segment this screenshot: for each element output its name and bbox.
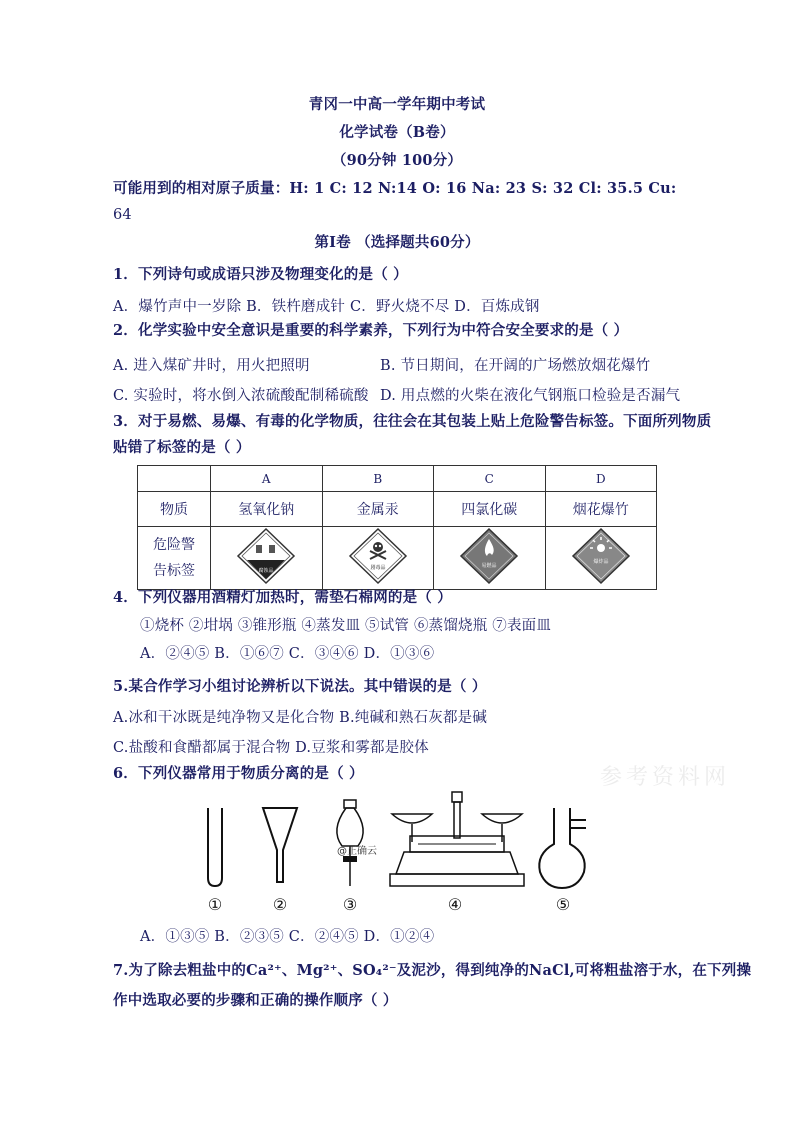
apparatus-number-2: ②: [272, 895, 288, 914]
row-label-substance: 物质: [138, 492, 211, 527]
q4-items: ①烧杯 ②坩埚 ③锥形瓶 ④蒸发皿 ⑤试管 ⑥蒸馏烧瓶 ⑦表面皿: [140, 618, 552, 634]
q2-option-d: D. 用点燃的火柴在液化气钢瓶口检验是否漏气: [380, 388, 681, 404]
exam-title: 青冈一中高一学年期中考试: [308, 96, 486, 113]
q1-options: A．爆竹声中一岁除 B．铁杵磨成针 C．野火烧不尽 D．百炼成钢: [113, 299, 540, 315]
atomic-mass-line-1: 可能用到的相对原子质量：H: 1 C: 12 N:14 O: 16 Na: 23 S: 32 Cl: 35.5 Cu:: [113, 180, 677, 197]
apparatus-number-4: ④: [447, 895, 463, 914]
apparatus-number-5: ⑤: [555, 895, 571, 914]
q6-stem: 6．下列仪器常用于物质分离的是（ ）: [113, 765, 364, 782]
hazard-sign-c: [434, 527, 546, 590]
q2-stem: 2．化学实验中安全意识是重要的科学素养，下列行为中符合安全要求的是（ ）: [113, 322, 629, 339]
toxic-diamond-icon: [348, 527, 408, 585]
hazard-sign-b: [322, 527, 434, 590]
exam-subject: 化学试卷（B卷）: [339, 124, 455, 141]
row-label-hazard-1: 危险警: [153, 537, 195, 553]
q3-stem-2: 贴错了标签的是（ ）: [113, 439, 251, 456]
q2-option-c: C. 实验时，将水倒入浓硫酸配制稀硫酸: [113, 388, 369, 404]
q4-options: A．②④⑤ B．①⑥⑦ C．③④⑥ D．①③⑥: [140, 646, 435, 662]
substance-d: 烟花爆竹: [545, 492, 657, 527]
hazard-label-table: [137, 465, 657, 590]
q5-stem: 5.某合作学习小组讨论辨析以下说法。其中错误的是（ ）: [113, 678, 487, 695]
col-header-b: B: [322, 466, 434, 492]
q5-options-cd: C.盐酸和食醋都属于混合物 D.豆浆和雾都是胶体: [113, 740, 429, 756]
q2-option-b: B. 节日期间，在开阔的广场燃放烟花爆竹: [380, 358, 651, 374]
substance-c: 四氯化碳: [434, 492, 546, 527]
q1-stem: 1．下列诗句或成语只涉及物理变化的是（ ）: [113, 266, 408, 283]
funnel-icon: [263, 808, 297, 882]
q3-stem-1: 3．对于易燃、易爆、有毒的化学物质，往往会在其包装上贴上危险警告标签。下面所列物质: [113, 413, 712, 430]
watermark-label: @正确云: [337, 846, 377, 857]
substance-b: 金属汞: [322, 492, 434, 527]
sign-text-c: 易燃品: [481, 563, 497, 569]
test-tube-icon: [208, 808, 222, 886]
col-header-c: C: [434, 466, 546, 492]
sign-text-b: 剧毒品: [370, 565, 386, 571]
explosive-diamond-icon: [571, 527, 631, 585]
q5-options-ab: A.冰和干冰既是纯净物又是化合物 B.纯碱和熟石灰都是碱: [113, 710, 488, 726]
section-title: 第Ⅰ卷 （选择题共60分）: [314, 234, 480, 251]
q2-option-a: A. 进入煤矿井时，用火把照明: [113, 358, 310, 374]
row-label-hazard: [138, 527, 211, 590]
hazard-sign-a: [211, 527, 323, 590]
flammable-diamond-icon: [459, 527, 519, 585]
balance-scale-icon: [390, 792, 524, 886]
q4-stem: 4．下列仪器用酒精灯加热时，需垫石棉网的是（ ）: [113, 589, 452, 606]
atomic-mass-line-2: 64: [113, 207, 132, 223]
sign-text-a: 腐蚀品: [258, 568, 274, 574]
apparatus-number-3: ③: [342, 895, 358, 914]
corrosive-diamond-icon: [236, 527, 296, 585]
hazard-sign-d: [545, 527, 657, 590]
col-header-a: A: [211, 466, 323, 492]
q6-options: A．①③⑤ B．②③⑤ C．②④⑤ D．①②④: [140, 929, 435, 945]
distilling-flask-icon: [539, 808, 586, 888]
row-label-hazard-2: 告标签: [153, 563, 195, 579]
q7-stem-2: 作中选取必要的步骤和正确的操作顺序（ ）: [113, 992, 398, 1009]
lab-apparatus-figure: [190, 790, 610, 920]
q7-stem-1: 7.为了除去粗盐中的Ca²⁺、Mg²⁺、SO₄²⁻及泥沙，得到纯净的NaCl,可将粗盐溶于水，在下列操: [113, 962, 752, 979]
exam-time-score: （90分钟 100分）: [331, 152, 463, 169]
sign-text-d: 爆炸品: [593, 559, 609, 565]
substance-a: 氢氧化钠: [211, 492, 323, 527]
separatory-funnel-icon: [337, 800, 377, 886]
col-header-d: D: [545, 466, 657, 492]
apparatus-number-1: ①: [207, 895, 223, 914]
watermark-text: 参考资料网: [600, 765, 731, 790]
